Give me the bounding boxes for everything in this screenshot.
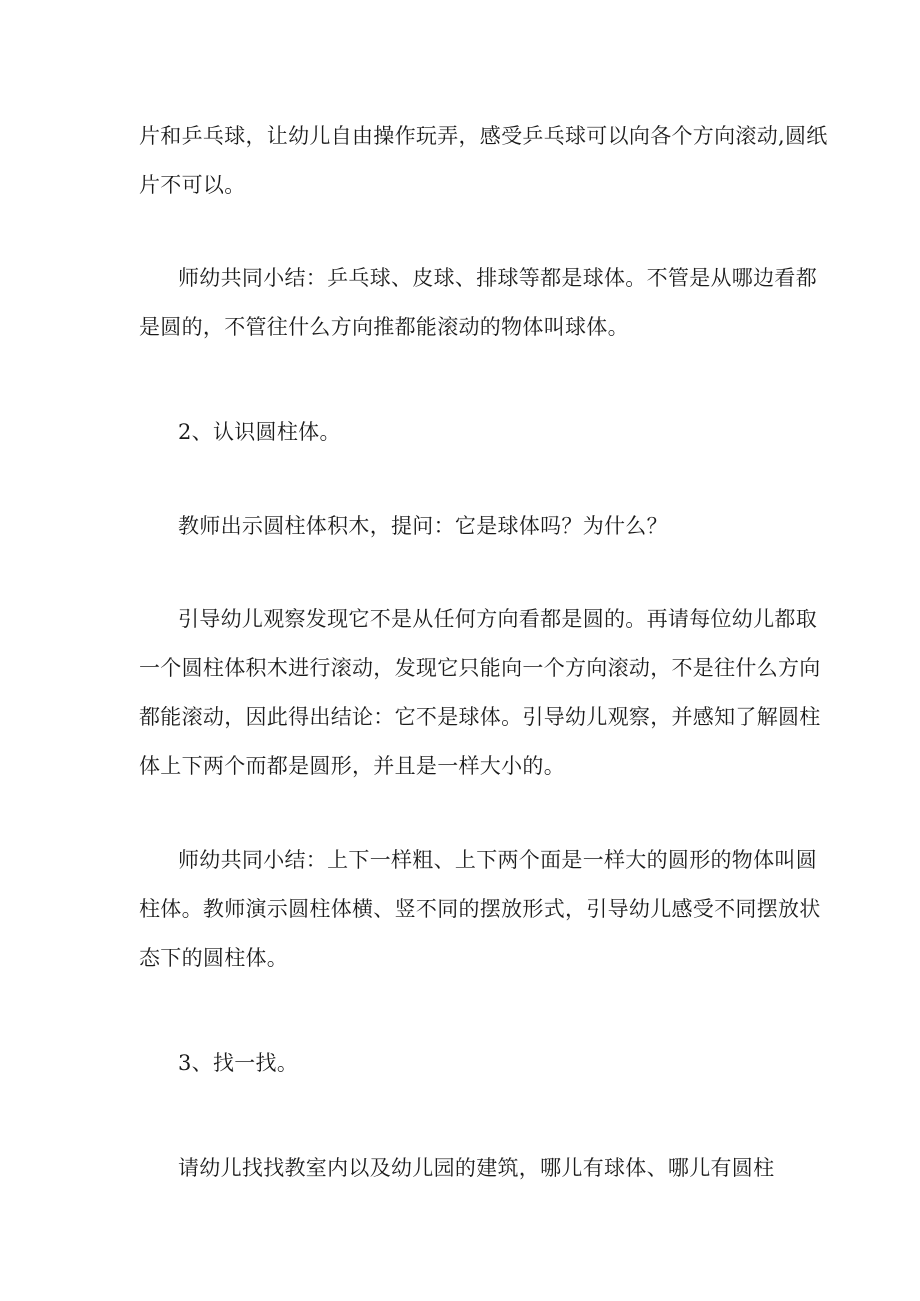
section-heading-find: 3、找一找。 bbox=[178, 1051, 299, 1075]
paragraph-teacher-question: 教师出示圆柱体积木，提问：它是球体吗？为什么？ bbox=[178, 514, 668, 538]
paragraph-summary-sphere: 师幼共同小结：乒乓球、皮球、排球等都是球体。不管是从哪边看都 bbox=[178, 266, 817, 290]
text-line: 一个圆柱体积木进行滚动，发现它只能向一个方向滚动，不是往什么方向 bbox=[139, 656, 821, 680]
text-line: 片不可以。 bbox=[139, 173, 246, 197]
paragraph-observe: 引导幼儿观察发现它不是从任何方向看都是圆的。再请每位幼儿都取 bbox=[178, 607, 817, 631]
text-line: 片和乒乓球，让幼儿自由操作玩弄，感受乒乓球可以向各个方向滚动,圆纸 bbox=[139, 124, 828, 148]
text-line: 都能滚动，因此得出结论：它不是球体。引导幼儿观察，并感知了解圆柱 bbox=[139, 705, 821, 729]
section-heading-cylinder: 2、认识圆柱体。 bbox=[178, 420, 341, 444]
text-line: 是圆的，不管往什么方向推都能滚动的物体叫球体。 bbox=[139, 315, 629, 339]
paragraph-summary-cylinder: 师幼共同小结：上下一样粗、上下两个面是一样大的圆形的物体叫圆 bbox=[178, 848, 817, 872]
text-line: 体上下两个而都是圆形，并且是一样大小的。 bbox=[139, 754, 565, 778]
paragraph-find: 请幼儿找找教室内以及幼儿园的建筑，哪儿有球体、哪儿有圆柱 bbox=[178, 1156, 775, 1180]
text-line: 态下的圆柱体。 bbox=[139, 946, 289, 970]
text-line: 柱体。教师演示圆柱体横、竖不同的摆放形式，引导幼儿感受不同摆放状 bbox=[139, 897, 821, 921]
